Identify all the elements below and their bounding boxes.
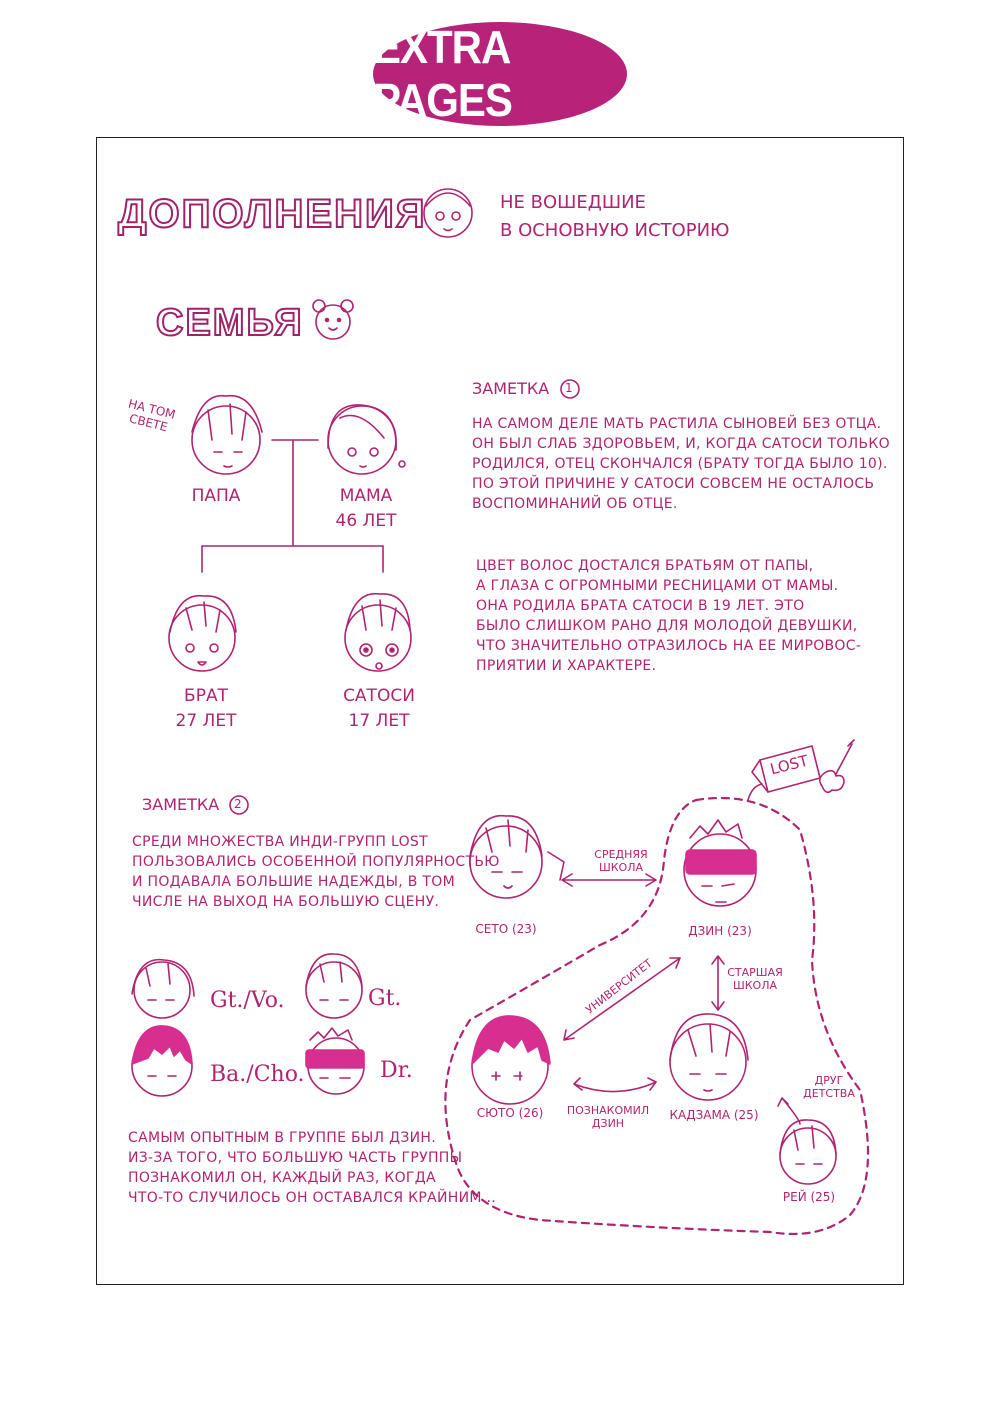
bear-icon (313, 300, 353, 339)
papa-face-icon (192, 396, 262, 474)
syuto-label: СЮТО (26) (476, 1106, 544, 1120)
note1-title: ЗАМЕТКА (472, 379, 550, 398)
intro-title: ДОПОЛНЕНИЯ (118, 192, 427, 236)
instrument-gt: Gt. (368, 986, 402, 1011)
childhood-friend-label: ДРУГ ДЕТСТВА (803, 1074, 855, 1100)
drummer-face-icon (306, 1028, 364, 1094)
note2-number: 2 (234, 797, 242, 811)
note2-text1: СРЕДИ МНОЖЕСТВА ИНДИ-ГРУПП LOST ПОЛЬЗОВАЛИСЬ ОСОБЕННОЙ ПОПУЛЯРНОСТЬЮ И ПОДАВАЛА БОЛЬШИЕ НАДЕЖДЫ, В ТОМ ЧИСЛЕ НА ВЫХОД НА БОЛЬШУЮ СЦЕНУ. (132, 834, 500, 910)
guitar-icon (820, 740, 854, 792)
introduced-label: ПОЗНАКОМИЛ ДЗИН (566, 1104, 650, 1130)
vocalist-face-icon (132, 960, 194, 1018)
instrument-dr: Dr. (380, 1058, 413, 1083)
family-title: СЕМЬЯ (156, 302, 304, 344)
high-school-label: СТАРШАЯ ШКОЛА (727, 966, 783, 992)
brother-age: 27 ЛЕТ (175, 711, 237, 731)
rei-face-icon (780, 1120, 836, 1184)
university-label: УНИВЕРСИТЕТ (583, 956, 655, 1017)
note1-text2: ЦВЕТ ВОЛОС ДОСТАЛСЯ БРАТЬЯМ ОТ ПАПЫ, А ГЛАЗА С ОГРОМНЫМИ РЕСНИЦАМИ ОТ МАМЫ. ОНА РОДИЛА БРАТА САТОСИ В 19 ЛЕТ. ЭТО БЫЛО СЛИШКОМ РАНО ДЛЯ МОЛОДОЙ ДЕВУШКИ, ЧТО ЗНАЧИТЕЛЬНО ОТРАЗИЛОСЬ НА ЕЕ МИРОВОС- ПРИЯТИИ И ХАРАКТЕРЕ. (476, 558, 862, 674)
lost-tag-label: LOST (768, 751, 810, 779)
syuto-face-icon (472, 1016, 550, 1104)
family-tree-lines (202, 440, 383, 572)
intro-subtitle-line1: НЕ ВОШЕДШИЕ (500, 192, 646, 213)
bassist-face-icon (132, 1026, 192, 1096)
jin-label: ДЗИН (23) (688, 924, 752, 938)
note2-title: ЗАМЕТКА (142, 795, 220, 814)
intro-subtitle-line2: В ОСНОВНУЮ ИСТОРИЮ (500, 220, 730, 241)
middle-school-label: СРЕДНЯЯ ШКОЛА (594, 848, 648, 874)
satoshi-face-icon (345, 594, 411, 671)
instrument-ba-cho: Ba./Cho. (210, 1062, 305, 1087)
intro-face-icon (424, 189, 472, 237)
note1-text1: НА САМОМ ДЕЛЕ МАТЬ РАСТИЛА СЫНОВЕЙ БЕЗ ОТЦА. ОН БЫЛ СЛАБ ЗДОРОВЬЕМ, И, КОГДА САТОСИ ТОЛЬКО РОДИЛСЯ, ОТЕЦ СКОНЧАЛСЯ (БРАТУ ТОГДА БЫЛО 10). ПО ЭТОЙ ПРИЧИНЕ У САТОСИ СОВСЕМ НЕ ОСТАЛОСЬ ВОСПОМИНАНИЙ ОБ ОТЦЕ. (472, 416, 890, 512)
papa-label: ПАПА (191, 486, 241, 506)
seto-label: СЕТО (23) (475, 922, 537, 936)
mama-age: 46 ЛЕТ (335, 511, 397, 531)
instrument-gt-vo: Gt./Vo. (210, 988, 285, 1013)
brother-label: БРАТ (184, 686, 228, 706)
satoshi-age: 17 ЛЕТ (348, 711, 410, 731)
jin-face-icon (684, 820, 756, 906)
note1-number: 1 (565, 381, 573, 395)
kazama-face-icon (670, 1014, 748, 1100)
kazama-label: КАДЗАМА (25) (669, 1108, 759, 1122)
badge-label: EXTRA PAGES (373, 21, 512, 126)
satoshi-label: САТОСИ (343, 686, 415, 706)
note2-text2: САМЫМ ОПЫТНЫМ В ГРУППЕ БЫЛ ДЗИН. ИЗ-ЗА ТОГО, ЧТО БОЛЬШУЮ ЧАСТЬ ГРУППЫ ПОЗНАКОМИЛ ОН, КАЖДЫЙ РАЗ, КОГДА ЧТО-ТО СЛУЧИЛОСЬ ОН ОСТАВАЛСЯ КРАЙНИМ... (128, 1130, 496, 1206)
mama-face-icon (328, 405, 405, 474)
guitarist-face-icon (306, 954, 362, 1018)
mama-label: МАМА (339, 486, 393, 506)
rei-label: РЕЙ (25) (782, 1190, 836, 1204)
brother-face-icon (169, 596, 236, 671)
papa-note: НА ТОМ СВЕТЕ (126, 396, 177, 435)
